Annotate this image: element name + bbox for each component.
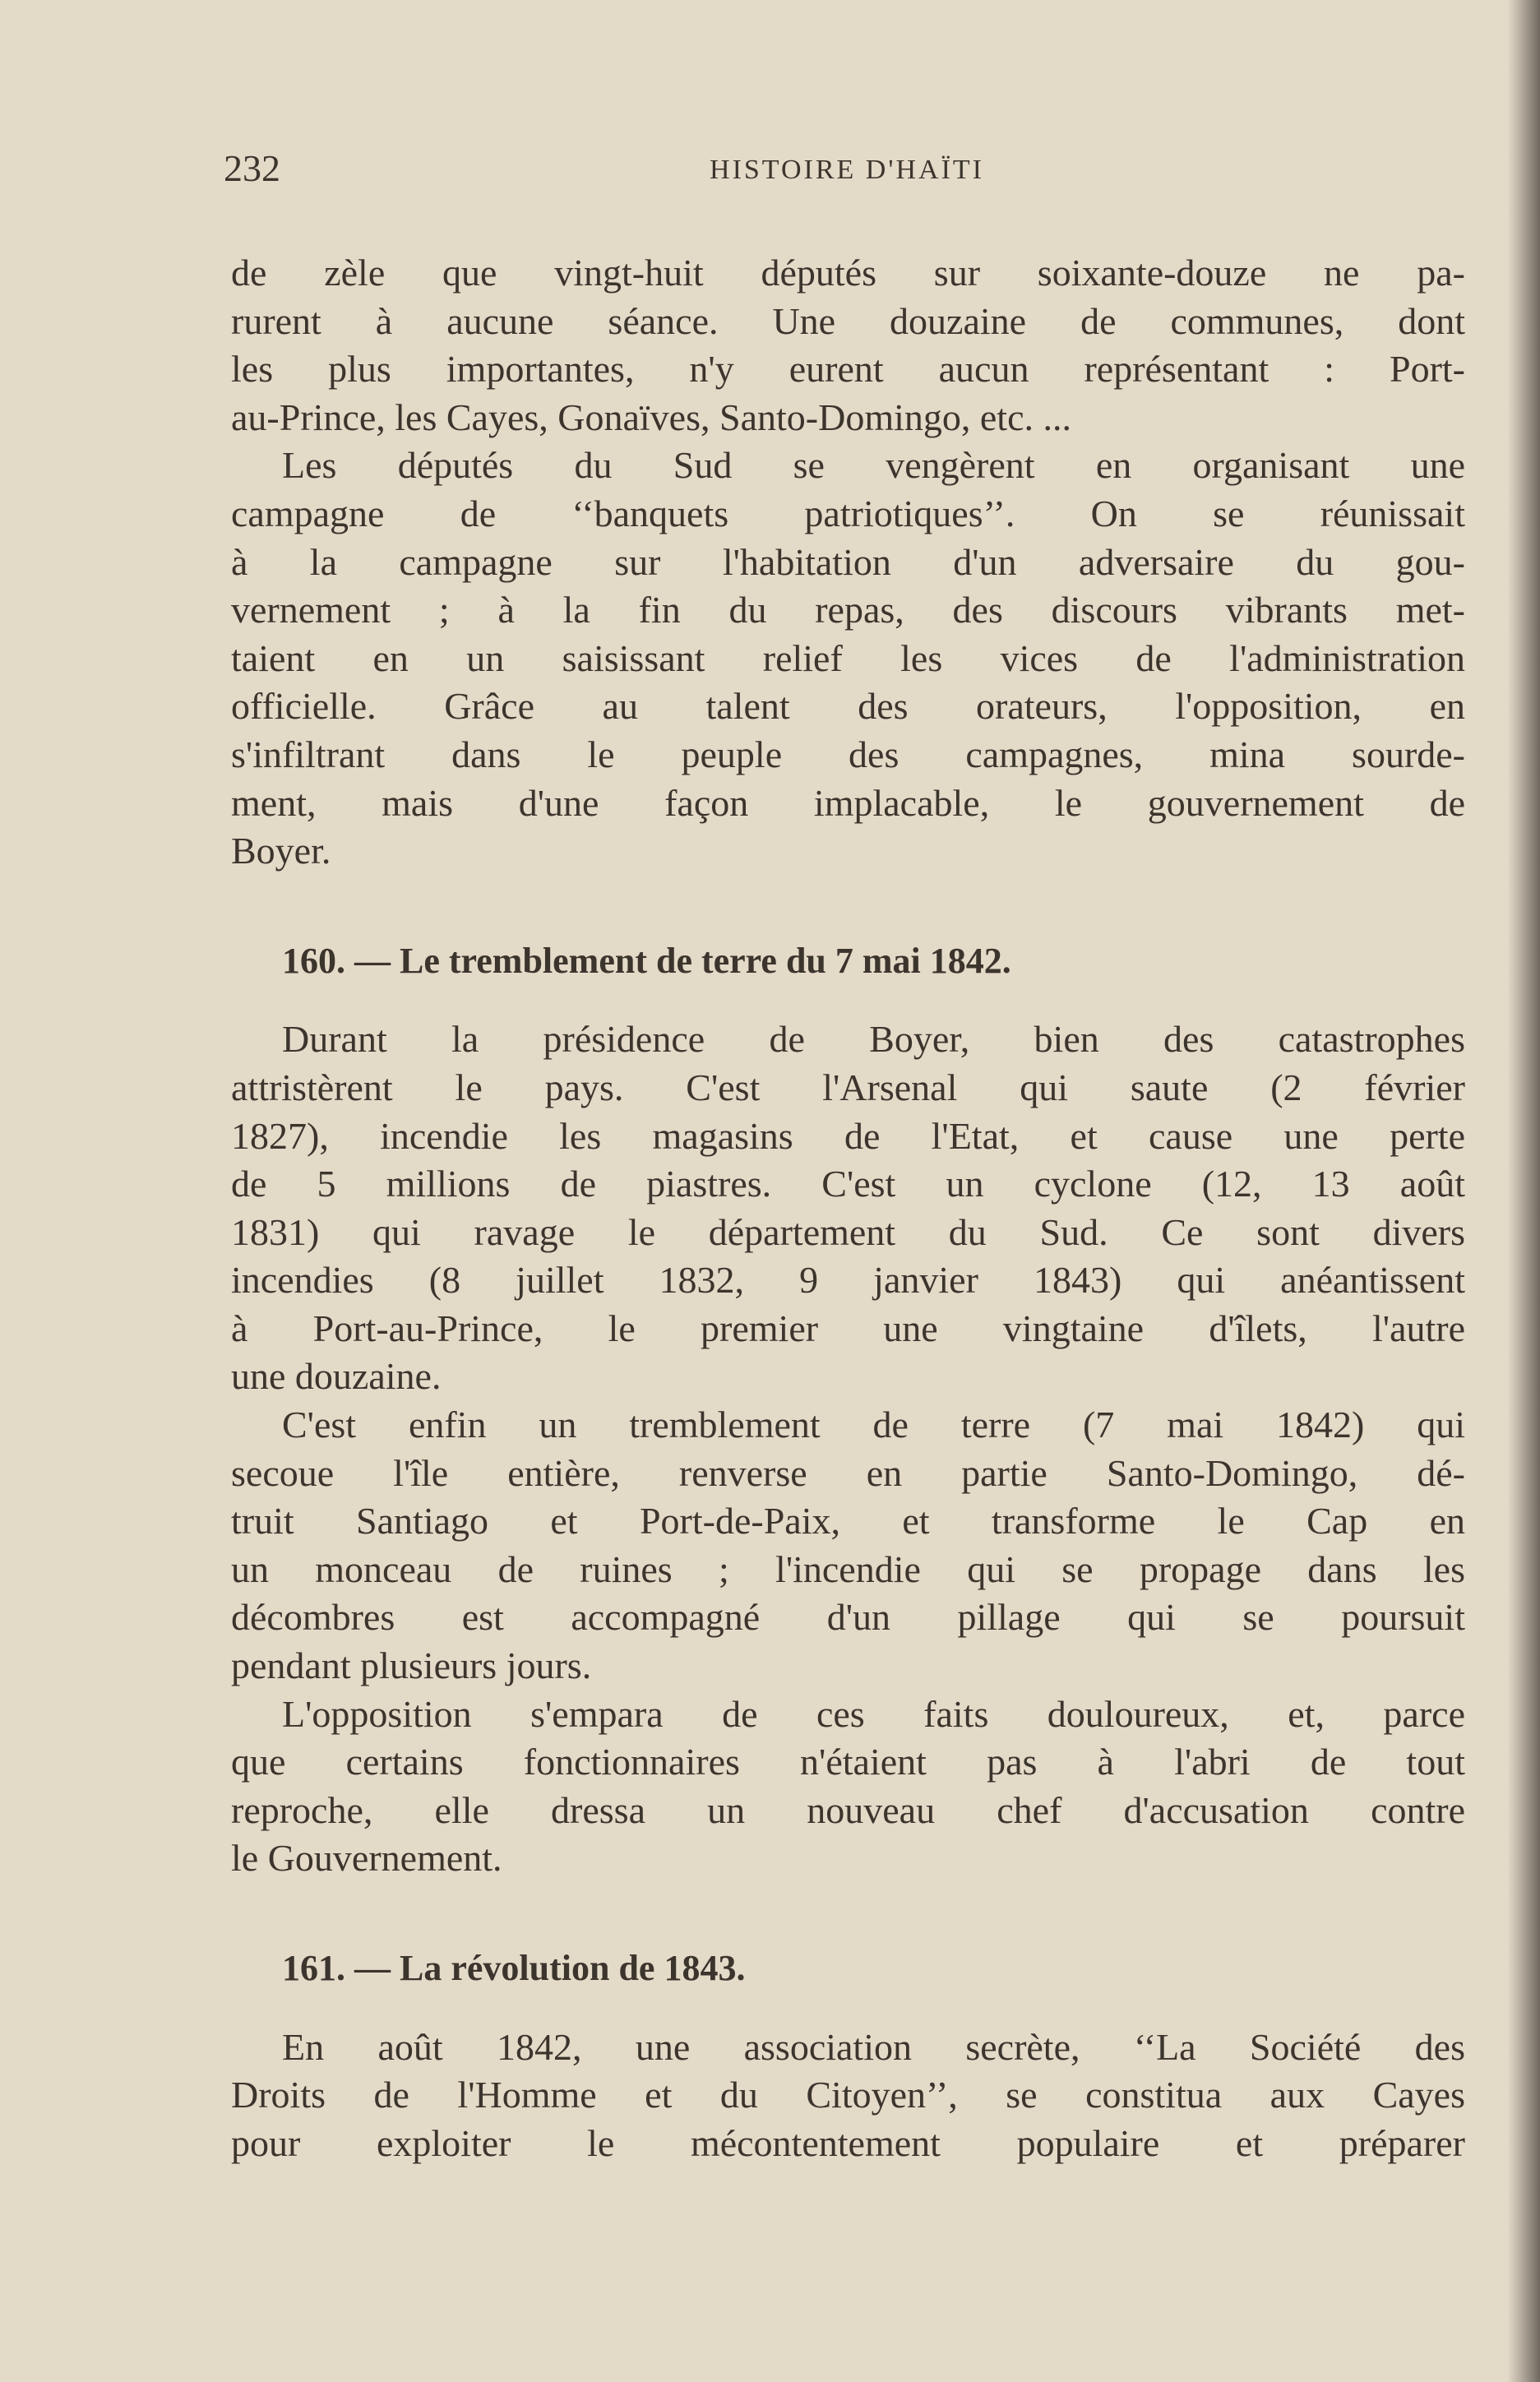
page-number: 232	[224, 147, 280, 189]
text-line: 1831) qui ravage le département du Sud. Ce sont divers	[231, 1210, 1465, 1253]
text-line: 1827), incendie les magasins de l'Etat, et cause une perte	[231, 1114, 1465, 1157]
text-line: Droits de l'Homme et du Citoyen’’, se constitua aux Cayes	[231, 2074, 1465, 2116]
text-line: à Port-au-Prince, le premier une vingtaine d'îlets, l'autre	[231, 1307, 1465, 1349]
paragraph	[231, 1015, 1465, 1401]
text-line: incendies (8 juillet 1832, 9 janvier 1843) qui anéantissent	[231, 1259, 1465, 1302]
text-line: officielle. Grâce au talent des orateurs, l'opposition, en	[231, 685, 1465, 728]
text-line: C'est enfin un tremblement de terre (7 mai 1842) qui	[282, 1404, 1465, 1446]
text-line: de 5 millions de piastres. C'est un cyclone (12, 13 août	[231, 1163, 1465, 1205]
paragraph	[231, 1401, 1465, 1691]
text-line: une douzaine.	[231, 1355, 442, 1398]
text-line: vernement ; à la fin du repas, des discours vibrants met-	[231, 589, 1465, 631]
text-line: s'infiltrant dans le peuple des campagnes, mina sourde-	[231, 733, 1465, 775]
text-line: décombres est accompagné d'un pillage qui se poursuit	[231, 1596, 1465, 1639]
text-line: Boyer.	[231, 830, 331, 872]
text-line: au-Prince, les Cayes, Gonaïves, Santo-Domingo, etc. ...	[231, 395, 1071, 438]
page-edge-shadow	[1507, 0, 1540, 2382]
text-line: Durant la présidence de Boyer, bien des catastrophes	[282, 1018, 1465, 1061]
body-text	[231, 249, 1465, 2167]
text-line: truit Santiago et Port-de-Paix, et transforme le Cap en	[231, 1500, 1465, 1543]
paragraph	[231, 1691, 1465, 1883]
running-title: HISTOIRE D'HAÏTI	[710, 155, 984, 185]
text-line: En août 1842, une association secrète, ‘‘La Société des	[282, 2025, 1465, 2068]
text-line: secoue l'île entière, renverse en partie Santo-Domingo, dé-	[231, 1451, 1465, 1494]
paragraph	[231, 2024, 1465, 2168]
text-line: campagne de ‘‘banquets patriotiques’’. On se réunissait	[231, 492, 1465, 534]
text-line: L'opposition s'empara de ces faits douloureux, et, parce	[282, 1692, 1465, 1735]
text-line: les plus importantes, n'y eurent aucun représentant : Port-	[231, 348, 1465, 391]
text-line: taient en un saisissant relief les vices de l'administration	[231, 636, 1465, 679]
text-line: le Gouvernement.	[231, 1837, 502, 1880]
text-line: Les députés du Sud se vengèrent en organisant une	[282, 444, 1465, 487]
text-line: rurent à aucune séance. Une douzaine de communes, dont	[231, 299, 1465, 342]
paragraph	[231, 442, 1465, 875]
text-line: à la campagne sur l'habitation d'un adversaire du gou-	[231, 540, 1465, 583]
section-heading: 160. — Le tremblement de terre du 7 mai 1842.	[282, 940, 1011, 981]
text-line: reproche, elle dressa un nouveau chef d'accusation contre	[231, 1788, 1465, 1831]
text-line: pendant plusieurs jours.	[231, 1644, 592, 1687]
text-line: que certains fonctionnaires n'étaient pas à l'abri de tout	[231, 1741, 1465, 1783]
text-line: de zèle que vingt-huit députés sur soixante-douze ne pa-	[231, 252, 1465, 294]
text-line: ment, mais d'une façon implacable, le gouvernement de	[231, 781, 1465, 824]
text-line: pour exploiter le mécontentement populaire et préparer	[231, 2121, 1465, 2164]
section-heading: 161. — La révolution de 1843.	[282, 1948, 746, 1988]
text-line: attristèrent le pays. C'est l'Arsenal qui saute (2 février	[231, 1066, 1465, 1108]
paragraph	[231, 249, 1465, 442]
text-line: un monceau de ruines ; l'incendie qui se propage dans les	[231, 1547, 1465, 1590]
